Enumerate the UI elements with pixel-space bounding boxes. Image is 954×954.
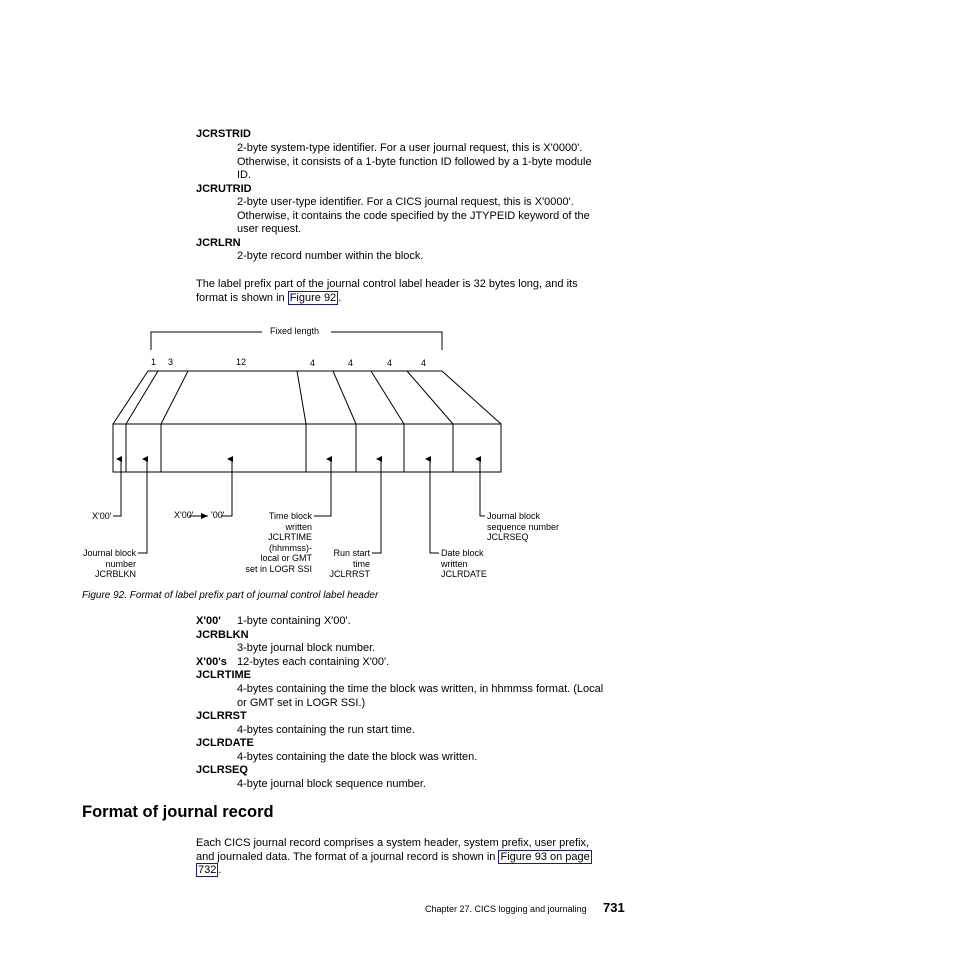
intro-period: . <box>338 291 342 304</box>
leader-block-number <box>138 459 147 553</box>
desc-line: or GMT set in LOGR SSI.) <box>237 696 366 709</box>
section-paragraph <box>196 837 592 878</box>
label-x00-start: X'00' <box>174 510 194 520</box>
desc-x00s: 12-bytes each containing X'00'. <box>237 656 390 668</box>
term-jcrutrid: JCRUTRID <box>196 183 252 195</box>
section-heading: Format of journal record <box>82 803 274 821</box>
section-period: . <box>218 864 222 877</box>
term-jclrrst: JCLRRST <box>196 710 247 722</box>
prism-top <box>113 371 501 424</box>
byte-count: 3 <box>168 357 174 367</box>
figure-caption: Figure 92. Format of label prefix part of journal control label header <box>82 590 379 601</box>
term-jcrlrn: JCRLRN <box>196 237 241 249</box>
desc-jclrrst: 4-bytes containing the run start time. <box>237 724 415 736</box>
label-line: Date block <box>441 548 484 558</box>
leader-date <box>430 459 439 553</box>
leader-x00s <box>221 459 232 516</box>
label-line: sequence number <box>487 521 560 532</box>
term-jclrtime: JCLRTIME <box>196 669 251 681</box>
byte-count: 4 <box>348 358 354 368</box>
label-x00: X'00' <box>92 511 112 521</box>
byte-count: 4 <box>310 358 316 368</box>
label-line: number <box>105 558 136 569</box>
term-jcrstrid: JCRSTRID <box>196 128 252 140</box>
page-732-link[interactable]: 732 <box>198 864 217 877</box>
footer-page-number: 731 <box>603 900 625 915</box>
leader-x00 <box>113 459 121 516</box>
byte-count: 4 <box>387 358 393 368</box>
byte-count: 1 <box>151 357 157 367</box>
figure-93-link[interactable]: Figure 93 on page <box>500 850 590 863</box>
label-line: Run start <box>333 548 370 558</box>
label-line: time <box>352 558 370 569</box>
label-line: set in LOGR SSI <box>245 563 312 574</box>
desc-jclrseq: 4-byte journal block sequence number. <box>237 778 426 790</box>
label-sequence <box>487 511 559 543</box>
figure-92-link[interactable]: Figure 92 <box>289 291 337 304</box>
intro-line-1: The label prefix part of the journal control label header is 32 bytes long, and its <box>196 278 578 290</box>
fixed-length-label: Fixed length <box>270 326 320 336</box>
label-line: written <box>285 521 312 532</box>
term-x00s: X'00's <box>196 656 227 668</box>
byte-count: 12 <box>236 357 247 367</box>
label-line: Time block <box>268 511 312 521</box>
desc-x00: 1-byte containing X'00'. <box>237 615 351 627</box>
bracket-left <box>151 332 262 350</box>
label-line: Journal block <box>487 511 541 521</box>
term-jclrdate: JCLRDATE <box>196 737 254 749</box>
bracket-right <box>331 332 442 350</box>
label-line: JCLRDATE <box>441 569 487 579</box>
prism-front <box>113 424 501 472</box>
label-x00-end: '00' <box>211 510 225 520</box>
leader-sequence <box>480 459 485 516</box>
desc-jclrdate: 4-bytes containing the date the block was written. <box>237 751 478 763</box>
label-line: JCLRRST <box>329 569 370 579</box>
byte-count: 4 <box>421 358 427 368</box>
intro-text: format is shown in <box>196 291 288 304</box>
desc-line: Otherwise, it contains the code specified by the JTYPEID keyword of the <box>237 209 590 222</box>
term-jclrseq: JCLRSEQ <box>196 764 248 776</box>
term-x00: X'00' <box>196 615 221 627</box>
desc-line: 2-byte system-type identifier. For a user journal request, this is X'0000'. <box>237 142 583 154</box>
desc-line: 2-byte user-type identifier. For a CICS journal request, this is X'0000'. <box>237 196 574 208</box>
label-block-number <box>78 548 136 580</box>
leader-time <box>314 459 331 516</box>
desc-jclrtime <box>237 683 603 710</box>
label-run-start <box>326 548 370 580</box>
label-time-written <box>243 511 312 575</box>
label-line: JCLRSEQ <box>487 532 529 542</box>
label-line: Journal block <box>82 548 136 558</box>
section-line-3 <box>196 864 592 878</box>
section-line-1: Each CICS journal record comprises a system header, system prefix, user prefix, <box>196 837 590 849</box>
desc-line: Otherwise, it consists of a 1-byte function ID followed by a 1-byte module <box>237 155 592 168</box>
desc-line: 2-byte record number within the block. <box>237 250 424 262</box>
leader-run-start <box>372 459 381 553</box>
label-line: JCLRTIME <box>268 532 312 543</box>
label-line: (hhmmss)- <box>269 542 312 553</box>
footer-chapter: Chapter 27. CICS logging and journaling <box>425 904 587 914</box>
label-line: local or GMT <box>260 553 312 564</box>
desc-line: ID. <box>237 169 252 182</box>
term-jcrblkn: JCRBLKN <box>196 629 249 641</box>
section-line-2 <box>196 851 592 865</box>
label-date-written <box>441 548 487 580</box>
desc-line: user request. <box>237 223 302 236</box>
label-line: written <box>441 558 468 569</box>
label-line: JCRBLKN <box>94 569 136 579</box>
desc-line: 4-bytes containing the time the block was written, in hhmmss format. (Local <box>237 683 604 695</box>
section-text: and journaled data. The format of a journal record is shown in <box>196 850 499 863</box>
desc-jcrblkn: 3-byte journal block number. <box>237 642 376 654</box>
